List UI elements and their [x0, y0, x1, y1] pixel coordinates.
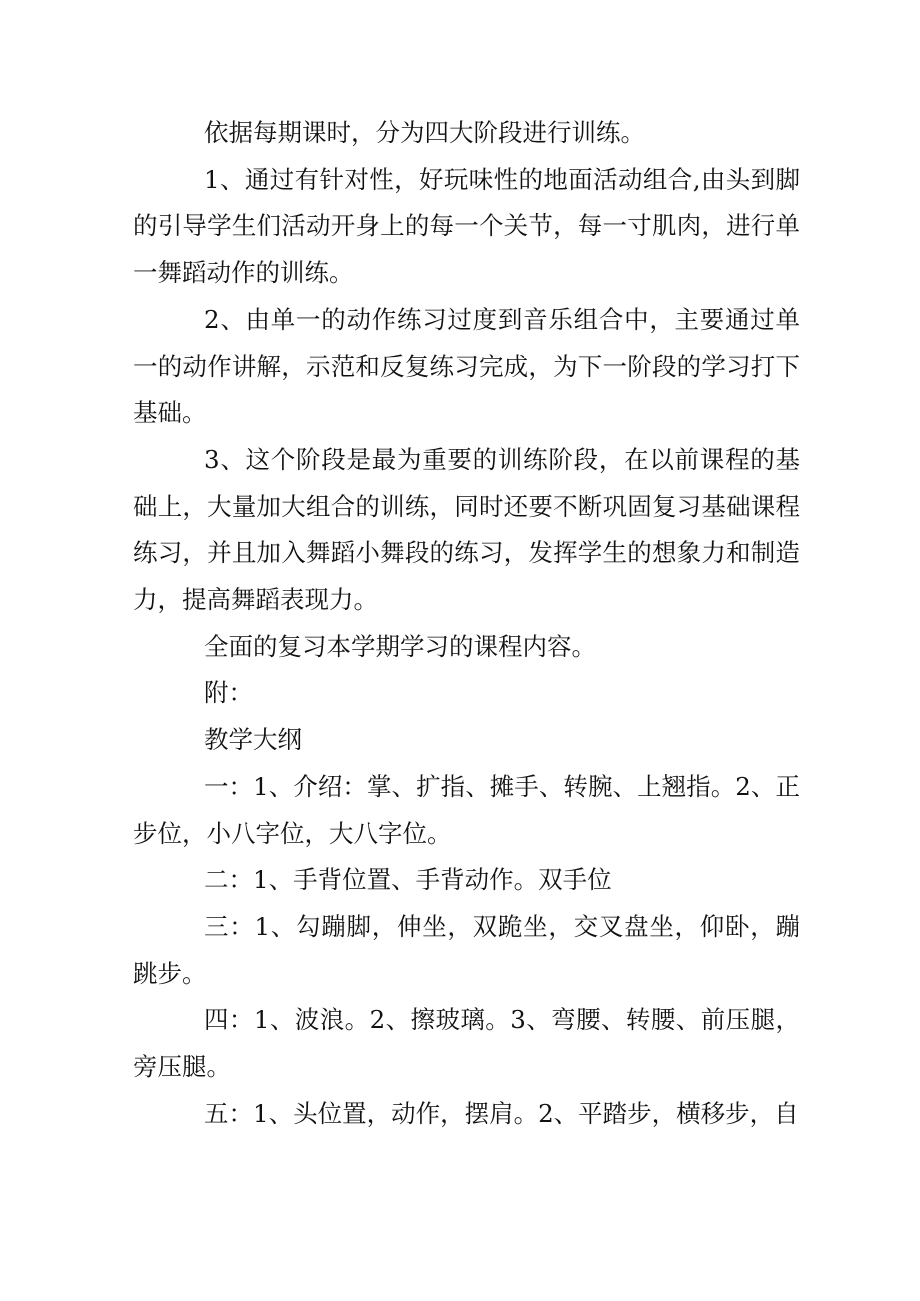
paragraph-syllabus-item-1: 一：1、介绍：掌、扩指、摊手、转腕、上翘指。2、正步位，小八字位，大八字位。	[133, 771, 800, 848]
document-body	[133, 110, 800, 1137]
paragraph-stage-4: 全面的复习本学期学习的课程内容。	[204, 631, 596, 661]
paragraph-syllabus-item-4: 四：1、波浪。2、擦玻璃。3、弯腰、转腰、前压腿，旁压腿。	[133, 1005, 800, 1082]
paragraph-stage-1: 1、通过有针对性，好玩味性的地面活动组合,由头到脚的引导学生们活动开身上的每一个关节，每一寸肌肉，进行单一舞蹈动作的训练。	[133, 164, 800, 288]
paragraph-stage-3: 3、这个阶段是最为重要的训练阶段，在以前课程的基础上，大量加大组合的训练，同时还要不断巩固复习基础课程练习，并且加入舞蹈小舞段的练习，发挥学生的想象力和制造力，提高舞蹈表现力。	[133, 444, 800, 615]
paragraph-stage-2: 2、由单一的动作练习过度到音乐组合中，主要通过单一的动作讲解，示范和反复练习完成，为下一阶段的学习打下基础。	[133, 304, 800, 428]
paragraph-syllabus-heading: 教学大纲	[204, 725, 302, 755]
paragraph-syllabus-item-2: 二：1、手背位置、手背动作。双手位	[204, 865, 612, 895]
paragraph-training-stages-intro: 依据每期课时，分为四大阶段进行训练。	[204, 118, 645, 147]
paragraph-appendix-label: 附：	[204, 678, 253, 708]
paragraph-syllabus-item-5: 五：1、头位置，动作，摆肩。2、平踏步，横移步，自	[204, 1098, 799, 1128]
paragraph-syllabus-item-3: 三：1、勾蹦脚，伸坐，双跪坐，交叉盘坐，仰卧，蹦跳步。	[133, 911, 800, 988]
